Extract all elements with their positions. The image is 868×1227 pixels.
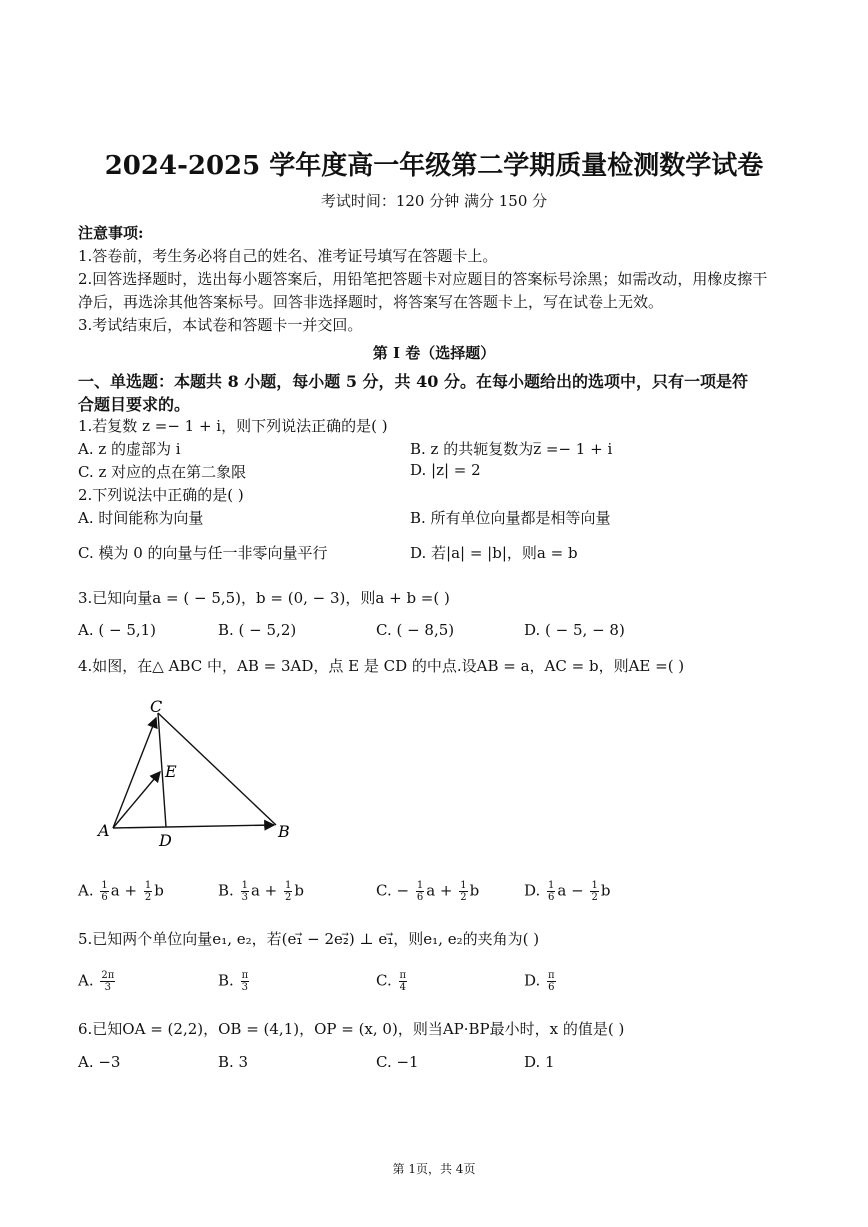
notice-heading: 注意事项: (78, 224, 144, 242)
q4-option-d: D. $\frac{1}{6}$ a − $\frac{1}{2}$ b (524, 880, 611, 903)
q1-option-b: B. z 的共轭复数为z̅ =− 1 + i (410, 440, 613, 458)
vector-ac (113, 718, 156, 828)
q5-option-b: B. $\frac{\pi}{3}$ (218, 970, 249, 993)
exam-subtitle: 考试时间：120 分钟 满分 150 分 (320, 192, 548, 210)
q5-option-c: C. $\frac{\pi}{4}$ (376, 970, 407, 993)
part1-instruction-2: 合题目要求的。 (78, 395, 191, 414)
q3-option-a: A. ( − 5,1) (78, 621, 157, 639)
q6-option-d: D. 1 (524, 1053, 555, 1071)
q4-c-frac1: $\frac{1}{6}$ (416, 880, 424, 903)
q1-stem: 1.若复数 z =− 1 + i，则下列说法正确的是( ) (78, 417, 388, 435)
q3-stem: 3.已知向量a = ( − 5,5)，b = (0, − 3)，则a + b =( ) (78, 589, 450, 607)
q4-a-frac2: $\frac{1}{2}$ (144, 880, 152, 903)
q5-a-frac: $\frac{2\pi}{3}$ (101, 970, 115, 993)
q1-option-d: D. |z| = 2 (410, 461, 481, 479)
q4-stem: 4.如图，在△ ABC 中，AB = 3AD，点 E 是 CD 的中点.设AB = a，AC = b，则AE =( ) (78, 657, 685, 675)
q6-stem: 6.已知OA = (2,2)，OB = (4,1)，OP = (x, 0)，则当AP·BP最小时，x 的值是( ) (78, 1020, 625, 1038)
q4-b-frac2: $\frac{1}{2}$ (285, 880, 292, 903)
q3-option-c: C. ( − 8,5) (376, 621, 455, 639)
q4-c-prefix: C. − (376, 881, 410, 900)
notice-line-2a: 2.回答选择题时，选出每小题答案后，用铅笔把答题卡对应题目的答案标号涂黑；如需改动，用橡皮擦干 (78, 270, 768, 288)
q3-option-b: B. ( − 5,2) (218, 621, 297, 639)
q5-option-d: D. $\frac{\pi}{6}$ (524, 970, 555, 993)
q4-c-frac2: $\frac{1}{2}$ (460, 880, 467, 903)
q4-a-frac1: $\frac{1}{6}$ (101, 880, 108, 903)
q5-option-a: A. $\frac{2\pi}{3}$ (78, 970, 115, 993)
q5-c-frac: $\frac{\pi}{4}$ (399, 970, 407, 993)
q5-stem: 5.已知两个单位向量e₁, e₂，若(e₁⃗ − 2e₂⃗) ⊥ e₁⃗，则e₁, e₂的夹角为( ) (78, 930, 540, 948)
q4-d-frac2: $\frac{1}{2}$ (591, 880, 598, 903)
label-e: E (165, 762, 177, 781)
vector-ae (113, 772, 160, 828)
q4-d-prefix: D. (524, 881, 541, 900)
q6-option-c: C. −1 (376, 1053, 419, 1071)
q4-option-c: C. − $\frac{1}{6}$ a + $\frac{1}{2}$ b (376, 880, 480, 903)
q2-option-c: C. 模为 0 的向量与任一非零向量平行 (78, 544, 328, 562)
notice-line-1: 1.答卷前，考生务必将自己的姓名、准考证号填写在答题卡上。 (78, 247, 498, 265)
q5-d-frac: $\frac{\pi}{6}$ (548, 970, 555, 993)
exam-title: 2024-2025 学年度高一年级第二学期质量检测数学试卷 (104, 151, 764, 181)
label-b: B (278, 822, 290, 841)
notice-line-2b: 净后，再选涂其他答案标号。回答非选择题时，将答案写在答题卡上，写在试卷上无效。 (78, 293, 664, 311)
q4-option-a: A. $\frac{1}{6}$ a + $\frac{1}{2}$ b (78, 880, 164, 903)
notice-line-3: 3.考试结束后，本试卷和答题卡一并交回。 (78, 316, 363, 334)
q4-d-frac1: $\frac{1}{6}$ (548, 880, 555, 903)
q1-option-a: A. z 的虚部为 i (78, 440, 181, 458)
part1-heading: 第 I 卷（选择题） (372, 344, 496, 362)
vector-ab (113, 825, 274, 828)
q4-b-frac1: $\frac{1}{3}$ (241, 880, 248, 903)
q2-option-b: B. 所有单位向量都是相等向量 (410, 509, 611, 527)
label-a: A (98, 821, 110, 840)
q5-b-frac: $\frac{\pi}{3}$ (241, 970, 249, 993)
q1-option-c: C. z 对应的点在第二象限 (78, 463, 247, 481)
part1-instruction-1: 一、单选题：本题共 8 小题，每小题 5 分，共 40 分。在每小题给出的选项中，只有一项是符 (78, 372, 748, 391)
q4-option-b: B. $\frac{1}{3}$ a + $\frac{1}{2}$ b (218, 880, 304, 903)
triangle-figure (90, 695, 310, 850)
q3-option-d: D. ( − 5, − 8) (524, 621, 625, 639)
label-d: D (159, 831, 172, 850)
q2-option-a: A. 时间能称为向量 (78, 509, 204, 527)
label-c: C (150, 697, 163, 716)
q6-option-a: A. −3 (78, 1053, 121, 1071)
q4-a-prefix: A. (78, 881, 94, 900)
q2-stem: 2.下列说法中正确的是( ) (78, 486, 244, 504)
q4-b-prefix: B. (218, 881, 234, 900)
q2-option-d: D. 若|a| = |b|，则a = b (410, 544, 578, 562)
page-footer: 第 1页，共 4页 (392, 1162, 476, 1176)
q6-option-b: B. 3 (218, 1053, 249, 1071)
